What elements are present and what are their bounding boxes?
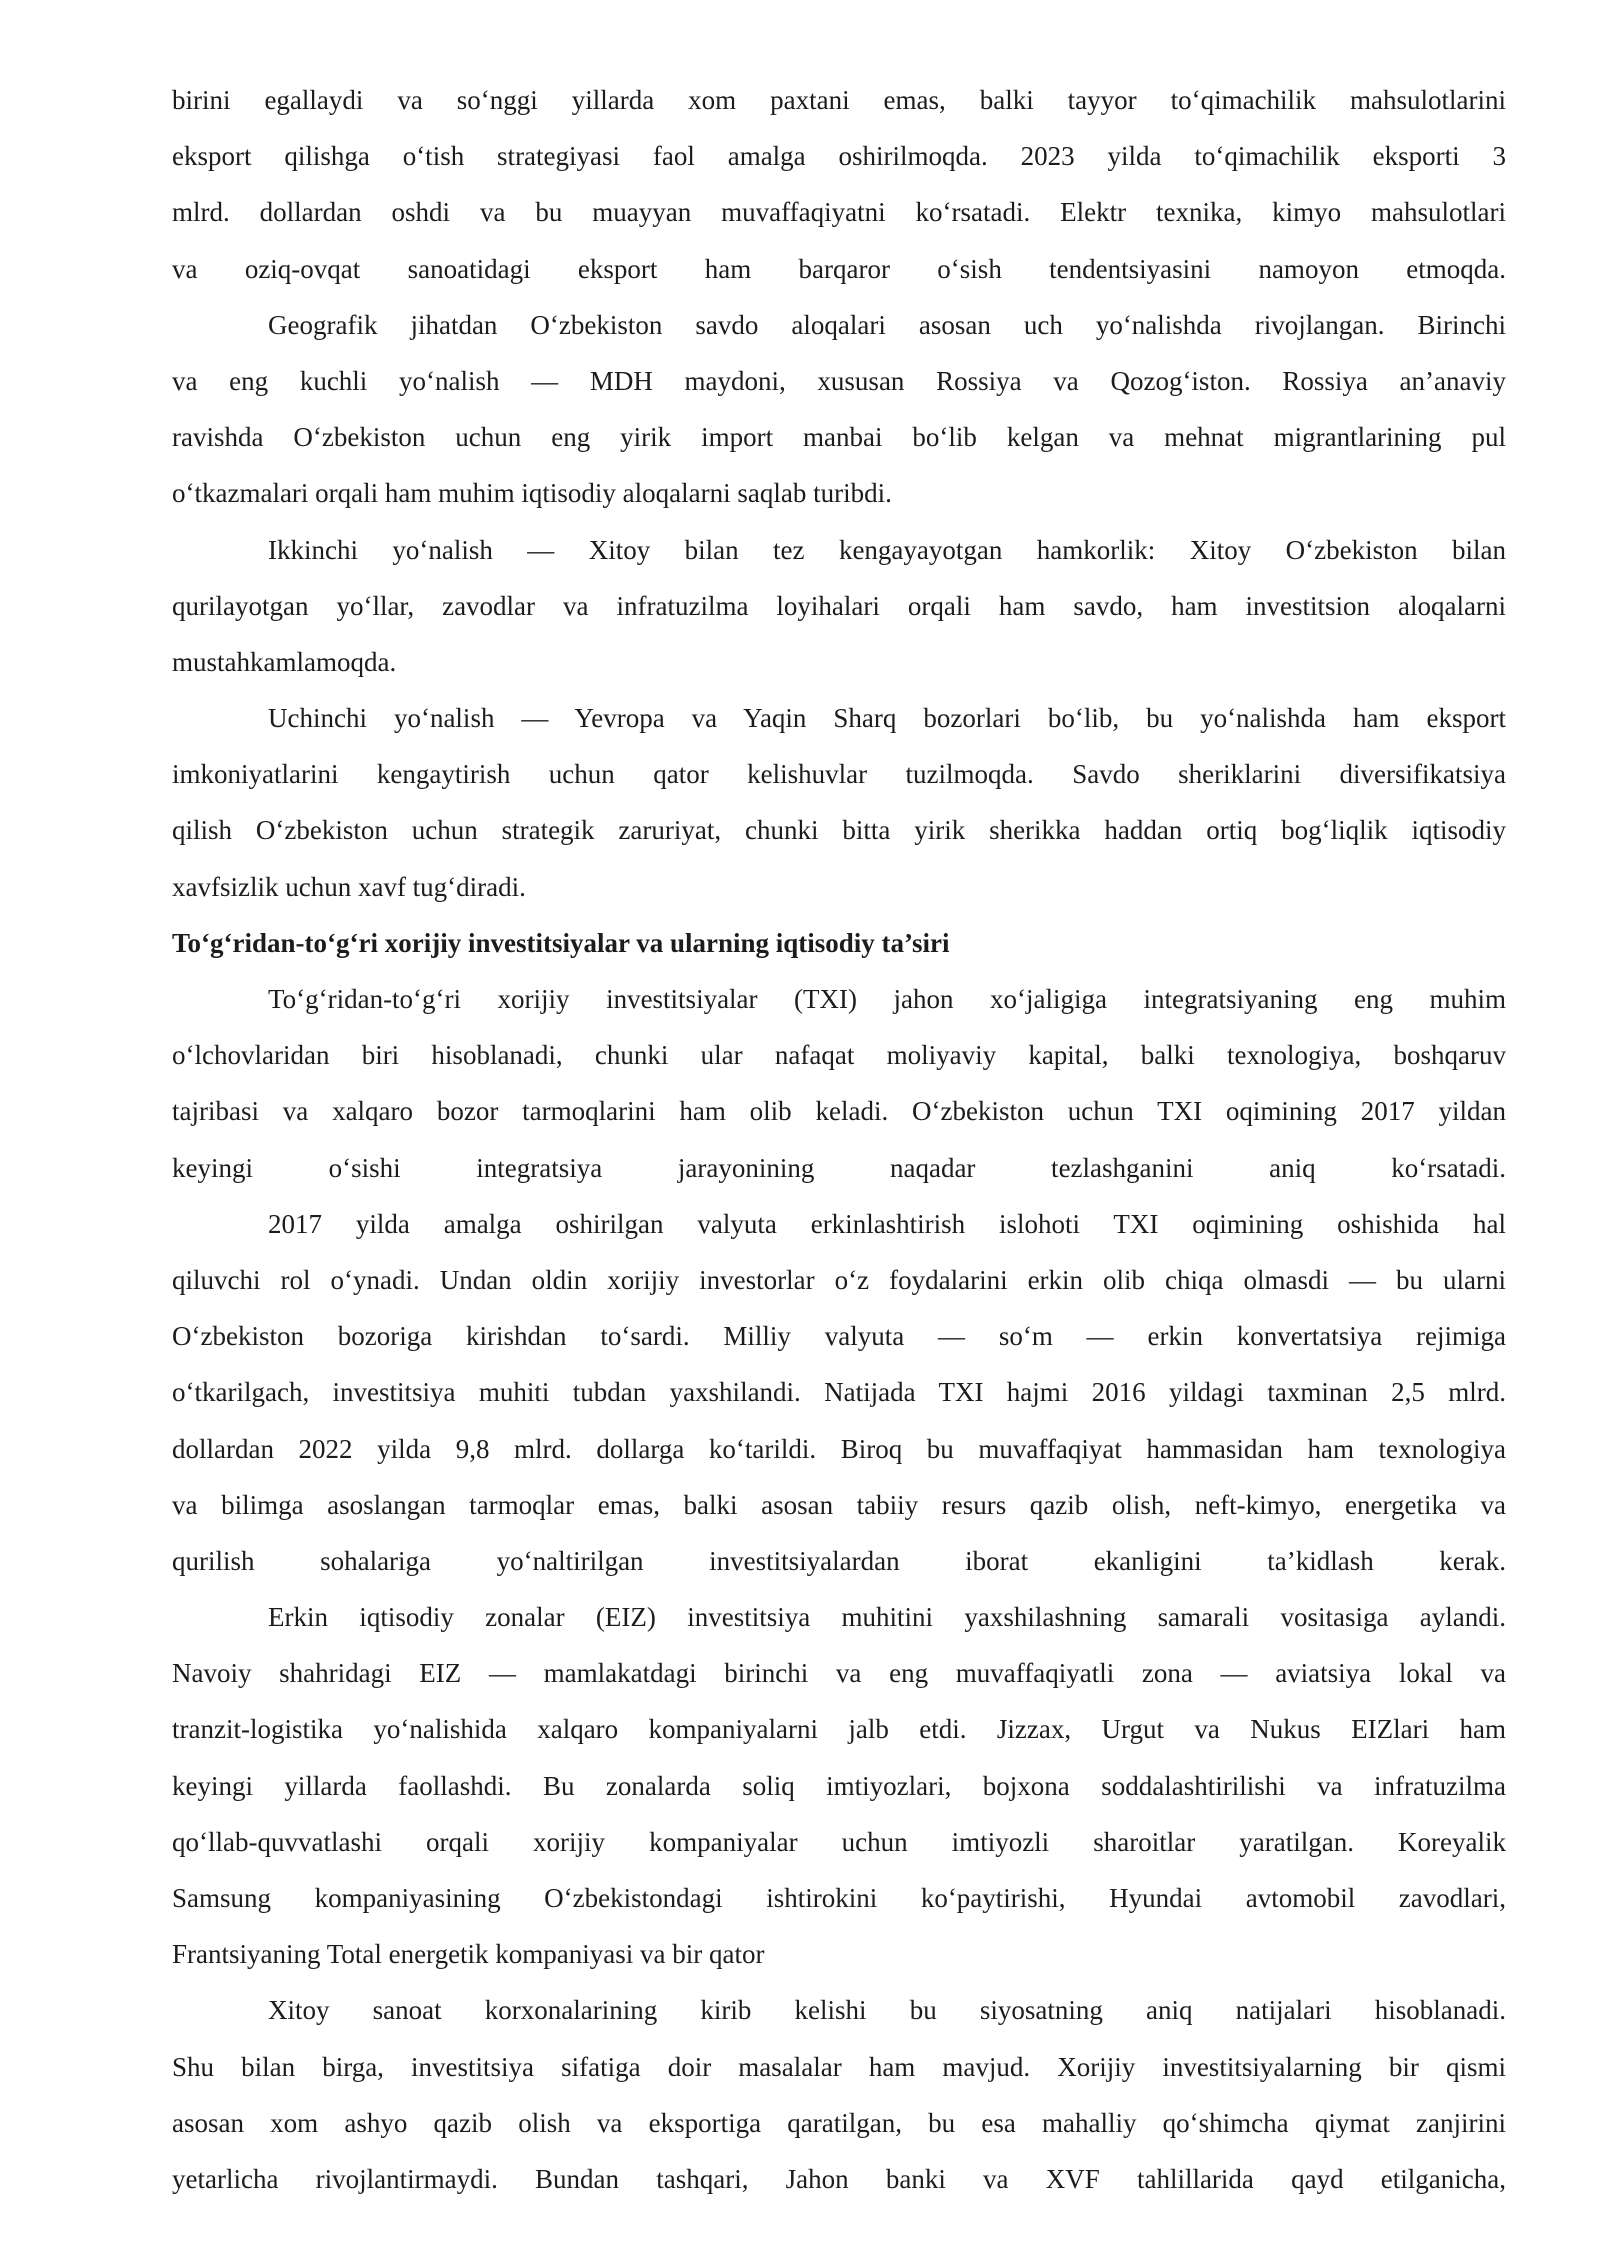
- text-line: eksport qilishga o‘tish strategiyasi faol amalga oshirilmoqda. 2023 yilda to‘qimachilik eksporti 3: [172, 141, 1506, 172]
- text-line: keyingi o‘sishi integratsiya jarayonining naqadar tezlashganini aniq ko‘rsatadi.: [172, 1152, 1506, 1183]
- text-line: o‘lchovlaridan biri hisoblanadi, chunki ular nafaqat moliyaviy kapital, balki texnologiya, boshqaruv: [172, 1040, 1506, 1071]
- text-line: tranzit-logistika yo‘nalishida xalqaro kompaniyalarni jalb etdi. Jizzax, Urgut va Nukus EIZlari ham: [172, 1714, 1506, 1745]
- text-line: Xitoy sanoat korxonalarining kirib kelishi bu siyosatning aniq natijalari hisoblanadi.: [268, 1995, 1506, 2026]
- paragraph: [172, 971, 1506, 1196]
- text-line: qo‘llab-quvvatlashi orqali xorijiy kompaniyalar uchun imtiyozli sharoitlar yaratilgan. Koreyalik: [172, 1826, 1506, 1857]
- text-line: birini egallaydi va so‘nggi yillarda xom paxtani emas, balki tayyor to‘qimachilik mahsulotlarini: [172, 85, 1506, 115]
- paragraph: [172, 297, 1506, 522]
- text-line: ravishda O‘zbekiston uchun eng yirik import manbai bo‘lib kelgan va mehnat migrantlarining pul: [172, 422, 1506, 453]
- text-line: va oziq-ovqat sanoatidagi eksport ham barqaror o‘sish tendentsiyasini namoyon etmoqda.: [172, 253, 1506, 284]
- text-line: yetarlicha rivojlantirmaydi. Bundan tashqari, Jahon banki va XVF tahlillarida qayd etilganicha,: [172, 2163, 1506, 2194]
- paragraph: [172, 1589, 1506, 1982]
- text-line: mustahkamlamoqda.: [172, 646, 397, 677]
- text-line: Uchinchi yo‘nalish — Yevropa va Yaqin Sharq bozorlari bo‘lib, bu yo‘nalishda ham eksport: [268, 703, 1506, 734]
- text-line: qurilayotgan yo‘llar, zavodlar va infratuzilma loyihalari orqali ham savdo, ham investitsion aloqalarni: [172, 590, 1506, 621]
- text-line: Samsung kompaniyasining O‘zbekistondagi ishtirokini ko‘paytirishi, Hyundai avtomobil zavodlari,: [172, 1883, 1506, 1913]
- paragraph: [172, 690, 1506, 915]
- text-line: tajribasi va xalqaro bozor tarmoqlarini ham olib keladi. O‘zbekiston uchun TXI oqimining 2017 yildan: [172, 1096, 1506, 1127]
- text-line: qiluvchi rol o‘ynadi. Undan oldin xorijiy investorlar o‘z foydalarini erkin olib chiqa olmasdi — bu ularni: [172, 1264, 1506, 1295]
- section-heading: To‘g‘ridan-to‘g‘ri xorijiy investitsiyalar va ularning iqtisodiy ta’siri: [172, 927, 950, 958]
- text-line: Navoiy shahridagi EIZ — mamlakatdagi birinchi va eng muvaffaqiyatli zona — aviatsiya lokal va: [172, 1658, 1506, 1689]
- paragraph: [172, 1196, 1506, 1589]
- paragraph: [172, 72, 1506, 297]
- text-line: Geografik jihatdan O‘zbekiston savdo aloqalari asosan uch yo‘nalishda rivojlangan. Birinchi: [268, 309, 1506, 340]
- text-line: Ikkinchi yo‘nalish — Xitoy bilan tez kengayayotgan hamkorlik: Xitoy O‘zbekiston bilan: [268, 534, 1506, 565]
- text-line: Erkin iqtisodiy zonalar (EIZ) investitsiya muhitini yaxshilashning samarali vositasiga aylandi.: [268, 1602, 1506, 1633]
- text-line: asosan xom ashyo qazib olish va eksportiga qaratilgan, bu esa mahalliy qo‘shimcha qiymat zanjirini: [172, 2107, 1506, 2138]
- text-line: qilish O‘zbekiston uchun strategik zaruriyat, chunki bitta yirik sherikka haddan ortiq bog‘liqlik iqtisodiy: [172, 815, 1506, 846]
- text-line: keyingi yillarda faollashdi. Bu zonalarda soliq imtiyozlari, bojxona soddalashtirilishi va infratuzilma: [172, 1770, 1506, 1801]
- text-line: To‘g‘ridan-to‘g‘ri xorijiy investitsiyalar (TXI) jahon xo‘jaligiga integratsiyaning eng muhim: [268, 984, 1506, 1014]
- text-line: Frantsiyaning Total energetik kompaniyasi va bir qator: [172, 1939, 765, 1970]
- text-line: o‘tkarilgach, investitsiya muhiti tubdan yaxshilandi. Natijada TXI hajmi 2016 yildagi taxminan 2,5 mlrd.: [172, 1377, 1506, 1408]
- text-line: Shu bilan birga, investitsiya sifatiga doir masalalar ham mavjud. Xorijiy investitsiyalarning bir qismi: [172, 2051, 1506, 2082]
- text-line: xavfsizlik uchun xavf tug‘diradi.: [172, 871, 526, 902]
- text-line: O‘zbekiston bozoriga kirishdan to‘sardi. Milliy valyuta — so‘m — erkin konvertatsiya rejimiga: [172, 1321, 1506, 1352]
- document-body: [172, 72, 1506, 2207]
- text-line: 2017 yilda amalga oshirilgan valyuta erkinlashtirish islohoti TXI oqimining oshishida hal: [268, 1208, 1506, 1239]
- text-line: va bilimga asoslangan tarmoqlar emas, balki asosan tabiiy resurs qazib olish, neft-kimyo, energetika va: [172, 1489, 1506, 1520]
- text-line: o‘tkazmalari orqali ham muhim iqtisodiy aloqalarni saqlab turibdi.: [172, 478, 892, 509]
- text-line: imkoniyatlarini kengaytirish uchun qator kelishuvlar tuzilmoqda. Savdo sheriklarini diversifikatsiya: [172, 759, 1506, 790]
- text-line: dollardan 2022 yilda 9,8 mlrd. dollarga ko‘tarildi. Biroq bu muvaffaqiyat hammasidan ham texnologiya: [172, 1433, 1506, 1464]
- text-line: qurilish sohalariga yo‘naltirilgan investitsiyalardan iborat ekanligini ta’kidlash kerak.: [172, 1545, 1506, 1576]
- text-line: mlrd. dollardan oshdi va bu muayyan muvaffaqiyatni ko‘rsatadi. Elektr texnika, kimyo mahsulotlari: [172, 197, 1506, 228]
- text-line: va eng kuchli yo‘nalish — MDH maydoni, xususan Rossiya va Qozog‘iston. Rossiya an’anaviy: [172, 365, 1506, 396]
- paragraph: [172, 1982, 1506, 2207]
- paragraph: [172, 522, 1506, 691]
